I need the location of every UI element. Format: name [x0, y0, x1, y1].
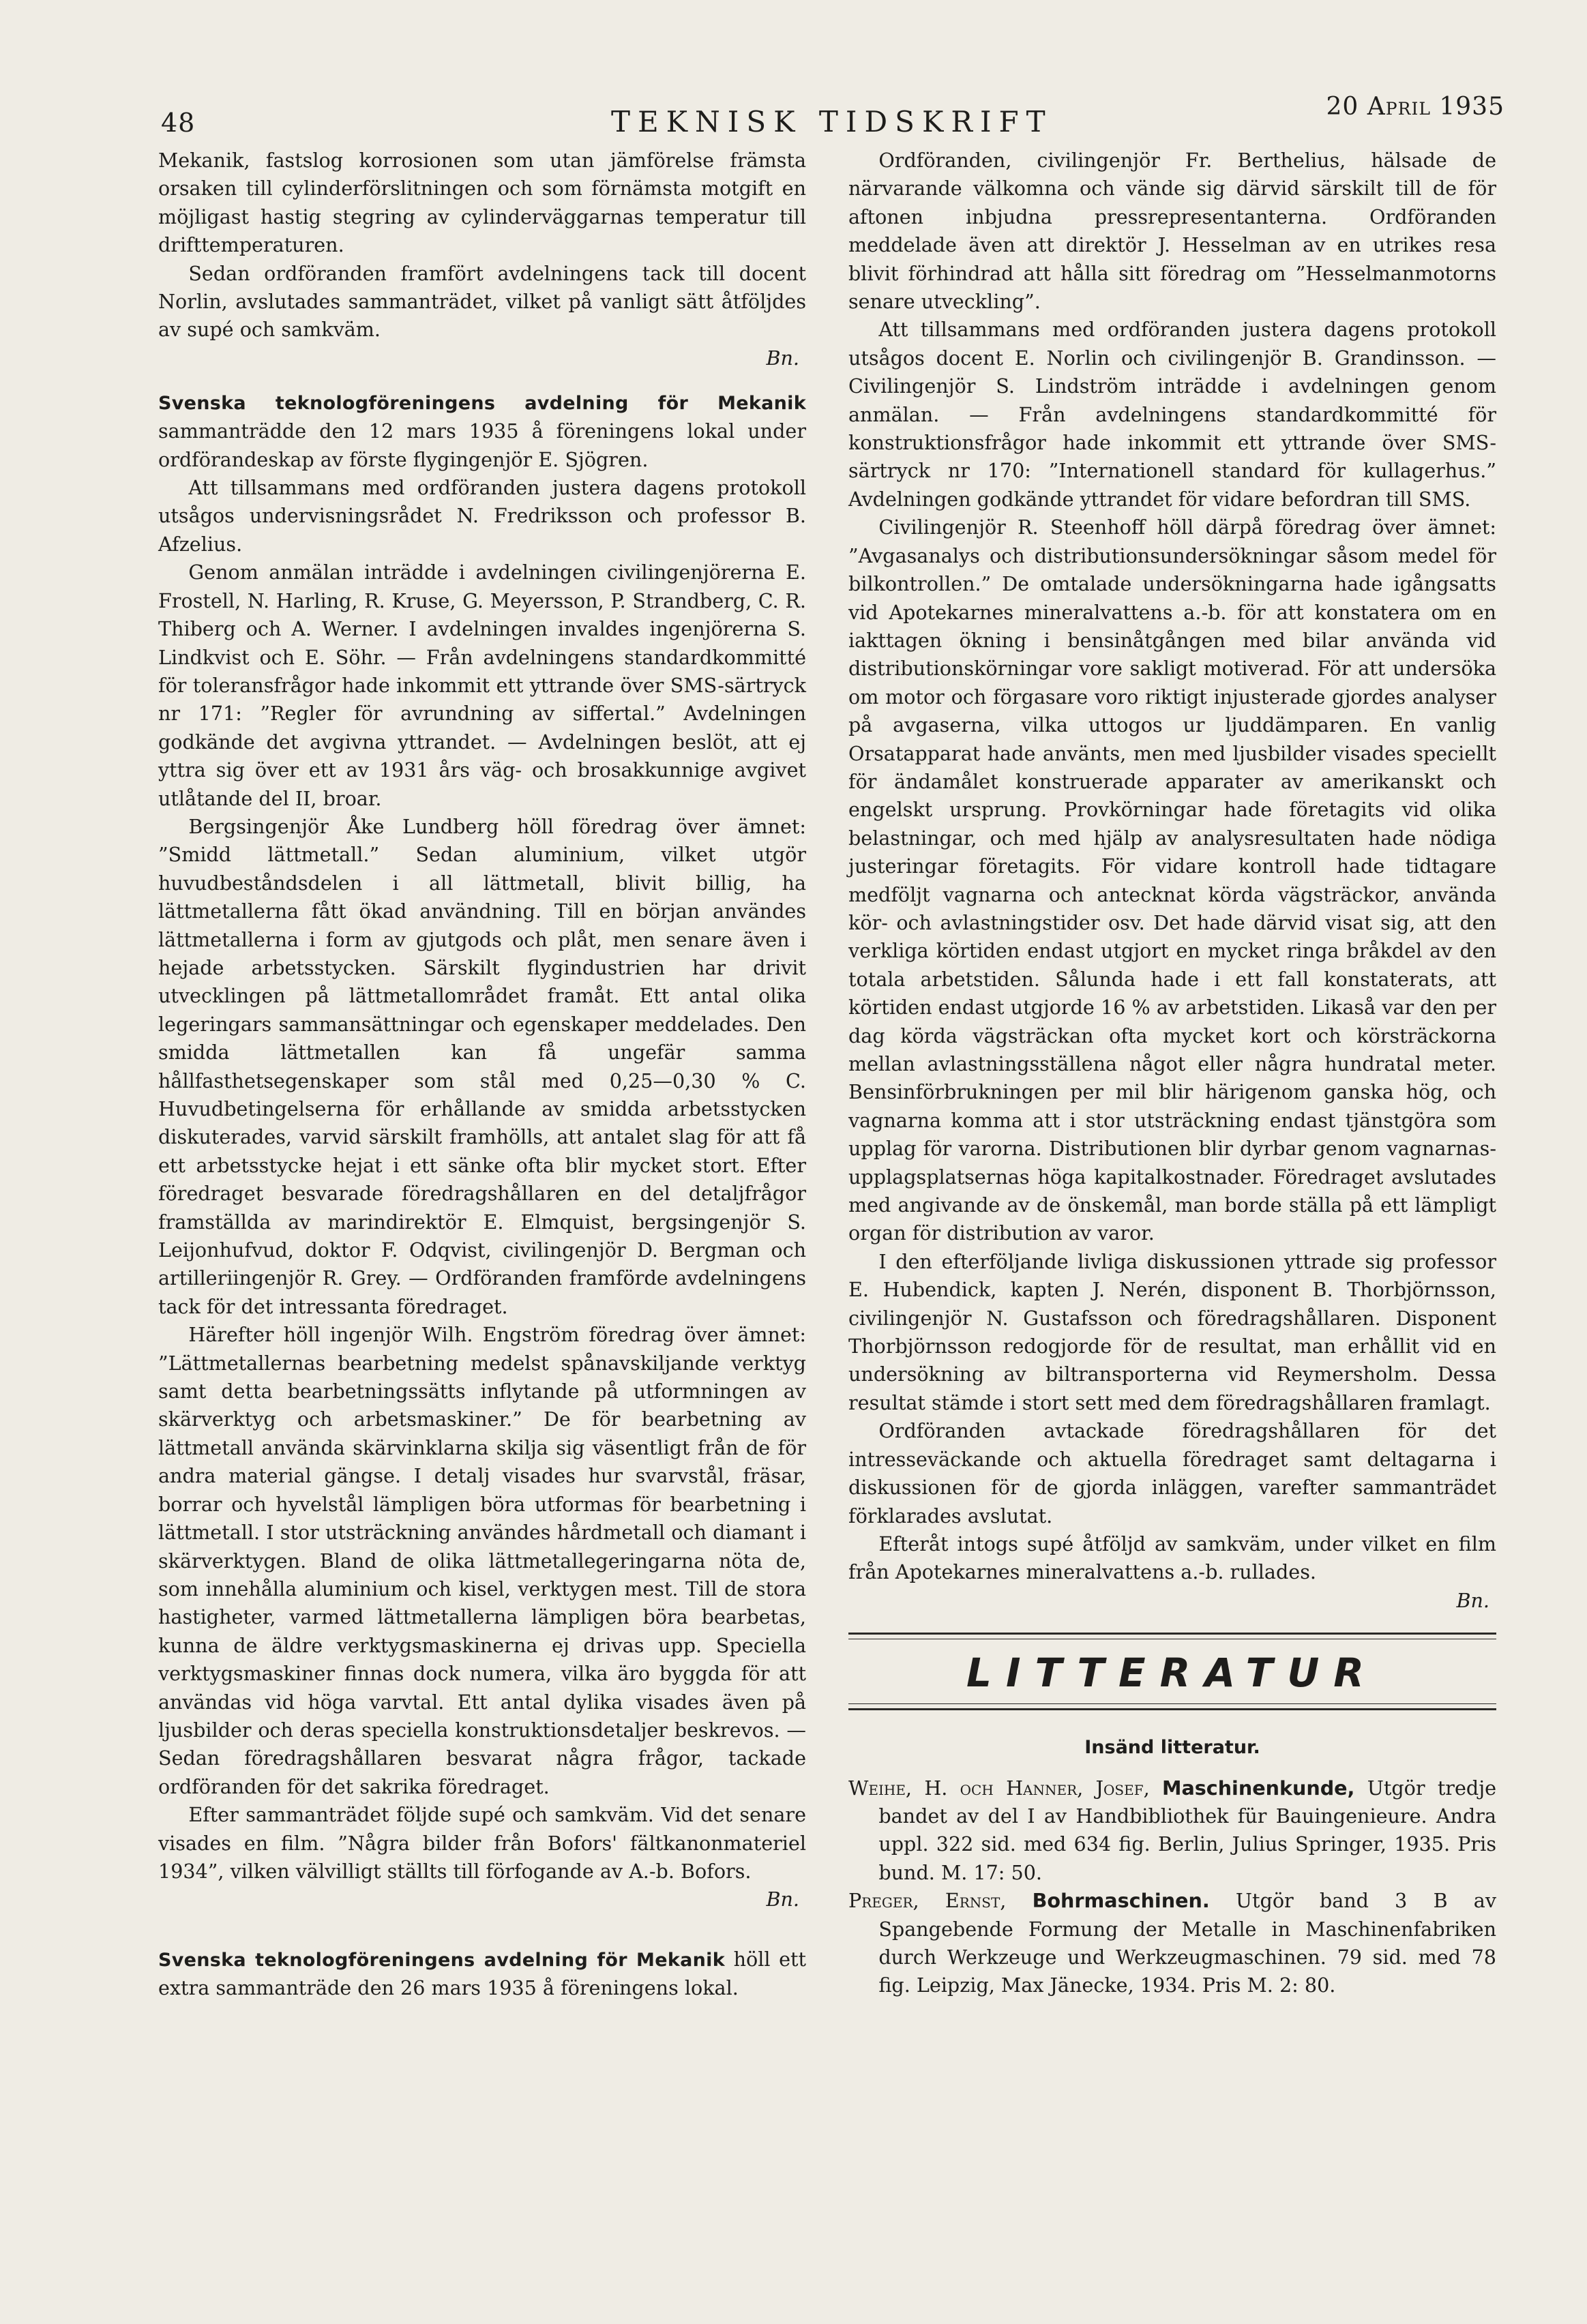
entry-text: Utgör band 3 B av Spangebende Formung der Metalle in Maschinenfabriken durch Werkzeuge und Werkzeugmaschinen. 79 sid. med 78 fig. Leipzig, Max Jänecke, 1934. Pris M. 2: 80.: [878, 1889, 1497, 1997]
heading-continuation: sammanträdde den 12 mars 1935 å föreningens lokal under ordförandeskap av förste flygingenjör E. Sjögren.: [158, 419, 806, 471]
literature-title: LITTERATUR: [966, 1650, 1378, 1697]
paragraph: Civilingenjör R. Steenhoff höll därpå föredrag över ämnet: ”Avgasanalys och distributionsundersökningar såsom medel för bilkontrollen.” De omtalade undersökningarna hade igångsatts vid Apotekarnes mineralvattens a.-b. för att konstatera om en iakttagen ökning i bensinåtgången med bilar använda vid distributionskörningar vore sakligt motiverad. För att undersöka om motor och förgasare voro riktigt injusterade gjordes analyser på avgaserna, vilka uttogos ur ljuddämparen. En vanlig Orsatapparat hade använts, men med ljusbilder visades speciellt för ändamålet konstruerade apparater av amerikanskt och engelskt ursprung. Provkörningar hade företagits vid olika belastningar, och med hjälp av analysresultaten hade nödiga justeringar företagits. För vidare kontroll hade tidtagare medföljt vagnarna och antecknat körda vägsträckor, använda kör- och avlastningstider osv. Det hade därvid visat sig, att den verkliga körtiden endast utgjort en mycket ringa bråkdel av den totala arbetstiden. Sålunda hade i ett fall konstaterats, att körtiden endast utgjorde 16 % av arbetstiden. Likaså var den per dag körda vägsträckan ofta mycket kort och körsträckorna mellan avlastningsställena något eller några hundratal meter. Bensinförbrukningen per mil blir härigenom ganska hög, och vagnarna komma att i stor utsträckning endast tjänstgöra som upplag för varorna. Distributionen blir dyrbar genom vagnarnas-upplagsplatsernas höga kapitalkostnader. Föredraget avslutades med angivande av de önskemål, man borde ställa på ett lämpligt organ för distribution av varor.: [848, 516, 1496, 1245]
page-number: 48: [161, 108, 196, 138]
entry-authors: Preger, Ernst,: [848, 1889, 1007, 1913]
section-heading: Svenska teknologföreningens avdelning för Mekanik: [158, 1949, 725, 1971]
paragraph: Mekanik, fastslog korrosionen som utan jämförelse främsta orsaken till cylinderförslitningen och som förnämsta motgift en möjligast hastig stegring av cylinderväggarnas temperatur till drifttemperaturen.: [158, 149, 806, 257]
issue-date-year: 1935: [1439, 93, 1504, 121]
page-header: [161, 89, 1504, 136]
paragraph: Att tillsammans med ordföranden justera dagens protokoll utsågos docent E. Norlin och civilingenjör B. Grandinsson. — Civilingenjör S. Lindström inträdde i avdelningen genom anmälan. — Från avdelningens standardkommitté för konstruktionsfrågor hade inkommit ett yttrande över SMS-särtryck nr 170: ”Internationell standard för kullagerhus.” Avdelningen godkände yttrandet för vidare befordran till SMS.: [848, 318, 1496, 511]
issue-date: [1326, 93, 1504, 121]
entry-text: Utgör tredje bandet av del I av Handbibliothek für Bauingenieure. Andra uppl. 322 sid. med 634 fig. Berlin, Julius Springer, 1935. Pris bund. M. 17: 50.: [878, 1776, 1496, 1884]
issue-date-day: 20: [1326, 93, 1359, 121]
paragraph: Genom anmälan inträdde i avdelningen civilingenjörerna E. Frostell, N. Harling, R. Kruse, G. Meyersson, P. Strandberg, C. R. Thiberg och A. Werner. I avdelningen invaldes ingenjörerna S. Lindkvist och E. Söhr. — Från avdelningens standardkommitté för toleransfrågor hade inkommit ett yttrande över SMS-särtryck nr 171: ”Regler för avrundning av siffertal.” Avdelningen godkände det avgivna yttrandet. — Avdelningen beslöt, att ej yttra sig över ett av 1931 års väg- och brosakkunnige avgivet utlåtande del II, broar.: [158, 561, 806, 810]
journal-title: TEKNISK TIDSKRIFT: [611, 105, 1053, 138]
paragraph: Att tillsammans med ordföranden justera dagens protokoll utsågos undervisningsrådet N. Fredriksson och professor B. Afzelius.: [158, 476, 806, 556]
paragraph: Ordföranden avtackade föredragshållaren för det intresseväckande och aktuella föredraget samt deltagarna i diskussionen för de gjorda inläggen, varefter sammanträdet förklarades avslutat.: [848, 1419, 1496, 1528]
entry-authors: Weihe, H. och Hanner, Josef,: [848, 1776, 1150, 1800]
paragraph: Härefter höll ingenjör Wilh. Engström föredrag över ämnet: ”Lättmetallernas bearbetning medelst spånavskiljande verktyg samt detta bearbetningssätts inflytande på utformningen av skärverktyg och arbetsmaskiner.” De för bearbetning av lättmetall använda skärvinklarna skilja sig väsentligt från de för andra material gängse. I detalj visades hur svarvstål, fräsar, borrar och hyvelstål lämpligen böra utformas för bearbetning i lättmetall. I stor utsträckning användes hårdmetall och diamant i skärverktygen. Bland de olika lättmetallegeringarna nöta de, som innehålla aluminium och kisel, verktygen mest. Till de stora hastigheter, varmed lättmetallerna lämpligen böra bearbetas, kunna de äldre verktygsmaskinerna ej drivas upp. Speciella verktygsmaskiner finnas dock numera, vilka äro byggda för att användas vid höga varvtal. Ett antal dylika visades även på ljusbilder och deras speciella konstruktionsdetaljer beskrevos. — Sedan föredragshållaren besvarat några frågor, tackade ordföranden för det sakrika föredraget.: [158, 1323, 806, 1798]
literature-entry: [848, 1887, 1496, 2000]
paragraph: Ordföranden, civilingenjör Fr. Berthelius, hälsade de närvarande välkomna och vände sig därvid särskilt till de för aftonen inbjudna pressrepresentanterna. Ordföranden meddelade även att direktör J. Hesselman av en utrikes resa blivit förhindrad att hålla sitt föredrag om ”Hesselmanmotorns senare utveckling”.: [848, 149, 1496, 314]
meeting-report: [158, 389, 806, 474]
paragraph: Sedan ordföranden framfört avdelningens tack till docent Norlin, avslutades sammanträdet, vilket på vanligt sätt åtföljdes av supé och samkväm.: [158, 261, 806, 342]
paragraph: Efter sammanträdet följde supé och samkväm. Vid det senare visades en film. ”Några bilder från Bofors' fältkanonmateriel 1934”, vilken välvilligt ställts till förfogande av A.-b. Bofors.: [158, 1803, 806, 1883]
left-column: [158, 147, 806, 2002]
paragraph: I den efterföljande livliga diskussionen yttrade sig professor E. Hubendick, kapten J. Nerén, disponent B. Thorbjörnsson, civilingenjör N. Gustafsson och föredragshållaren. Disponent Thorbjörnsson redogjorde för de resultat, man erhållit vid en undersökning av biltransporterna vid Reymersholm. Dessa resultat stämde i stort sett med dem föredragshållaren framlagt.: [848, 1249, 1496, 1414]
signature: Bn.: [1456, 1588, 1489, 1612]
entry-title: Maschinenkunde,: [1161, 1776, 1355, 1800]
signature: Bn.: [766, 1888, 799, 1911]
signature: Bn.: [766, 346, 799, 370]
meeting-report: [158, 1946, 806, 2002]
heading-continuation: höll ett extra sammanträde den 26 mars 1935 å föreningens lokal.: [158, 1947, 806, 1999]
section-heading: Svenska teknologföreningens avdelning för Mekanik: [158, 393, 806, 415]
paragraph: Bergsingenjör Åke Lundberg höll föredrag över ämnet: ”Smidd lättmetall.” Sedan aluminium, vilket utgör huvudbeståndsdelen i all lättmetall, blivit billig, ha lättmetallerna fått ökad användning. Till en början användes lättmetallerna i form av gjutgods och plåt, men senare även i hejade arbetsstycken. Särskilt flygindustrien har drivit utvecklingen på lättmetallområdet framåt. Ett antal olika legeringars sammansättningar och egenskaper meddelades. Den smidda lättmetallen kan få ungefär samma hållfasthetsegenskaper som stål med 0,25—0,30 % C. Huvudbetingelserna för erhållande av smidda arbetsstycken diskuterades, varvid särskilt framhölls, att antalet slag för att få ett arbetsstycke hejat i ett sänke ofta blir mycket stort. Efter föredraget besvarade föredragshållaren en del detaljfrågor framställda av marindirektör E. Elmquist, bergsingenjör S. Leijonhufvud, doktor F. Odqvist, civilingenjör D. Bergman och artilleriingenjör R. Grey. — Ordföranden framförde avdelningens tack för det intressanta föredraget.: [158, 814, 806, 1318]
literature-entry: [848, 1774, 1496, 1888]
right-column: [848, 147, 1496, 2000]
paragraph: Efteråt intogs supé åtföljd av samkväm, under vilket en film från Apotekarnes mineralvattens a.-b. rullades.: [848, 1532, 1496, 1584]
literature-subtitle: Insänd litteratur.: [1084, 1737, 1260, 1759]
issue-date-month: April: [1367, 93, 1431, 121]
literature-banner: [848, 1633, 1496, 1710]
entry-title: Bohrmaschinen.: [1032, 1889, 1210, 1913]
